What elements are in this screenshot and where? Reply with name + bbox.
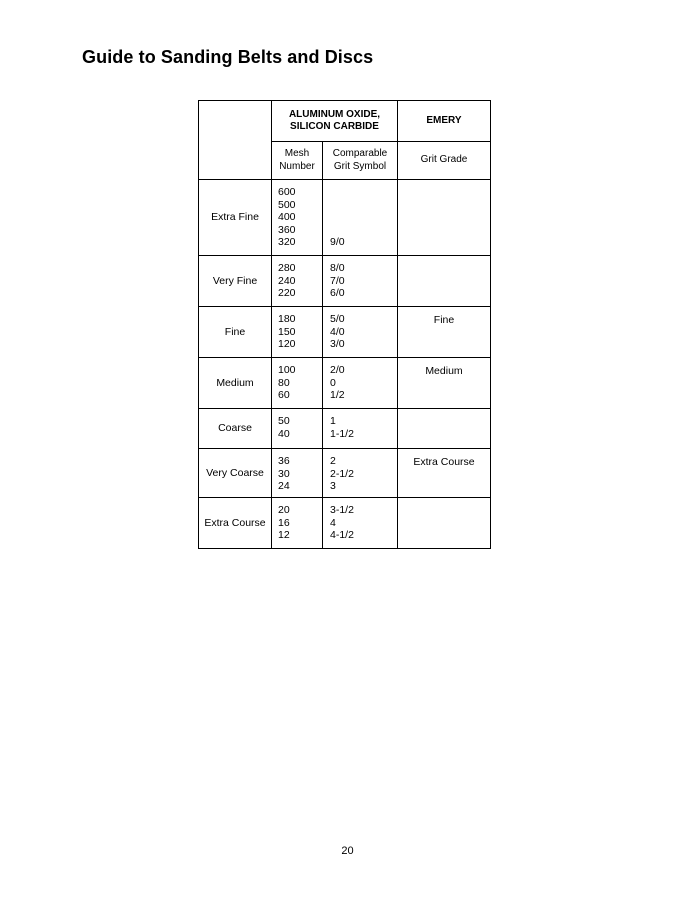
mesh-value: 36 bbox=[278, 455, 290, 467]
emery-grade-cell bbox=[398, 409, 491, 449]
grit-band-label: Very Fine bbox=[199, 256, 272, 307]
grit-symbol-value: 1-1/2 bbox=[330, 427, 354, 440]
mesh-number-cell bbox=[272, 180, 323, 256]
table-row bbox=[199, 256, 491, 307]
grit-symbol-cell bbox=[323, 307, 398, 358]
grit-symbol-cell bbox=[323, 256, 398, 307]
mesh-value: 16 bbox=[278, 516, 290, 529]
sanding-grit-table bbox=[198, 100, 491, 549]
grit-symbol-cell bbox=[323, 409, 398, 449]
mesh-value: 24 bbox=[278, 480, 290, 492]
mesh-number-cell bbox=[272, 256, 323, 307]
mesh-value: 280 bbox=[278, 262, 296, 274]
mesh-value: 180 bbox=[278, 313, 296, 325]
mesh-value: 150 bbox=[278, 325, 296, 338]
grit-symbol-header: Comparable Grit Symbol bbox=[323, 142, 398, 180]
mesh-number-cell bbox=[272, 498, 323, 549]
grit-symbol-value bbox=[330, 186, 397, 199]
grit-symbol-cell bbox=[323, 358, 398, 409]
table-header-row bbox=[199, 101, 491, 142]
grit-symbol-value bbox=[330, 211, 397, 224]
grit-symbol-value: 2 bbox=[330, 455, 336, 467]
emery-grade-cell: Extra Course bbox=[398, 449, 491, 498]
grit-symbol-value: 3/0 bbox=[330, 338, 345, 350]
mesh-value: 240 bbox=[278, 274, 296, 287]
mesh-value: 320 bbox=[278, 236, 296, 248]
emery-grade-cell bbox=[398, 180, 491, 256]
mesh-value: 80 bbox=[278, 376, 290, 389]
grit-symbol-value: 9/0 bbox=[330, 236, 345, 248]
emery-header: EMERY bbox=[398, 101, 491, 142]
emery-grade-cell bbox=[398, 498, 491, 549]
grit-symbol-value: 6/0 bbox=[330, 287, 345, 299]
table-body bbox=[199, 180, 491, 549]
mesh-number-cell bbox=[272, 358, 323, 409]
empty-header-cell bbox=[199, 101, 272, 180]
mesh-value: 40 bbox=[278, 427, 290, 440]
grit-symbol-value: 3 bbox=[330, 480, 336, 492]
grit-band-label: Fine bbox=[199, 307, 272, 358]
table-row bbox=[199, 409, 491, 449]
mesh-value: 100 bbox=[278, 364, 296, 376]
grit-symbol-value: 4/0 bbox=[330, 325, 345, 338]
grit-symbol-value: 2-1/2 bbox=[330, 467, 354, 480]
grit-symbol-value: 1/2 bbox=[330, 389, 345, 401]
table-row bbox=[199, 498, 491, 549]
mesh-value: 220 bbox=[278, 287, 296, 299]
grit-symbol-value: 8/0 bbox=[330, 262, 345, 274]
table-row bbox=[199, 307, 491, 358]
grit-symbol-value: 4 bbox=[330, 516, 336, 529]
mesh-value: 400 bbox=[278, 211, 296, 223]
mesh-number-cell bbox=[272, 409, 323, 449]
grit-band-label: Extra Fine bbox=[199, 180, 272, 256]
grit-symbol-value: 7/0 bbox=[330, 274, 345, 287]
grit-band-label: Extra Course bbox=[199, 498, 272, 549]
mesh-number-cell bbox=[272, 307, 323, 358]
grit-symbol-value: 1 bbox=[330, 415, 336, 427]
grit-symbol-value: 4-1/2 bbox=[330, 529, 354, 541]
grit-symbol-value: 3-1/2 bbox=[330, 504, 354, 516]
mesh-value: 30 bbox=[278, 467, 290, 480]
aluminum-oxide-header: ALUMINUM OXIDE, SILICON CARBIDE bbox=[272, 101, 398, 142]
grit-symbol-cell bbox=[323, 498, 398, 549]
mesh-value: 500 bbox=[278, 198, 296, 211]
mesh-number-header: Mesh Number bbox=[272, 142, 323, 180]
mesh-value: 12 bbox=[278, 529, 290, 541]
page-title: Guide to Sanding Belts and Discs bbox=[82, 47, 374, 67]
table-row bbox=[199, 358, 491, 409]
grit-symbol-cell bbox=[323, 449, 398, 498]
mesh-value: 120 bbox=[278, 338, 296, 350]
grit-band-label: Medium bbox=[199, 358, 272, 409]
mesh-number-cell bbox=[272, 449, 323, 498]
mesh-value: 20 bbox=[278, 504, 290, 516]
mesh-value: 50 bbox=[278, 415, 290, 427]
mesh-value: 600 bbox=[278, 186, 296, 198]
table-row bbox=[199, 180, 491, 256]
mesh-value: 360 bbox=[278, 223, 296, 236]
grit-grade-header: Grit Grade bbox=[398, 142, 491, 180]
grit-band-label: Coarse bbox=[199, 409, 272, 449]
emery-grade-cell: Medium bbox=[398, 358, 491, 409]
grit-symbol-cell bbox=[323, 180, 398, 256]
emery-grade-cell: Fine bbox=[398, 307, 491, 358]
mesh-value: 60 bbox=[278, 389, 290, 401]
grit-symbol-value bbox=[330, 199, 397, 212]
grit-symbol-value: 0 bbox=[330, 376, 336, 389]
grit-symbol-value: 2/0 bbox=[330, 364, 345, 376]
grit-symbol-value bbox=[330, 224, 397, 237]
emery-grade-cell bbox=[398, 256, 491, 307]
page-number: 20 bbox=[341, 845, 354, 857]
grit-band-label: Very Coarse bbox=[199, 449, 272, 498]
table-row bbox=[199, 449, 491, 498]
grit-symbol-value: 5/0 bbox=[330, 313, 345, 325]
